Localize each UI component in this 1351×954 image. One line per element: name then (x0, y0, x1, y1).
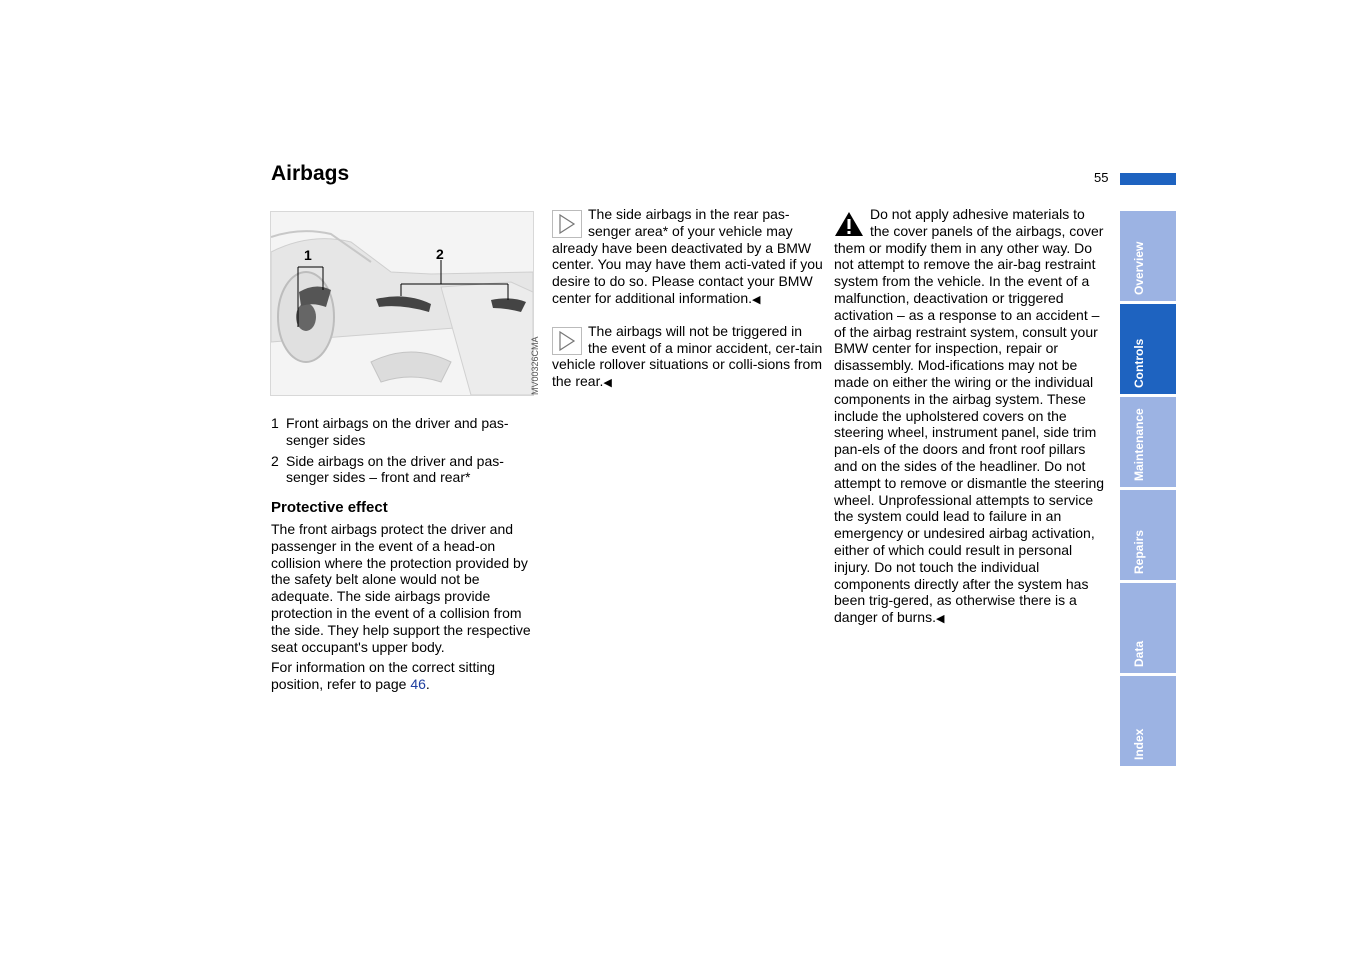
warning-triangle-icon (834, 210, 864, 238)
note-arrow-icon (552, 327, 582, 355)
warning-block (834, 206, 1106, 628)
note-block (552, 206, 824, 309)
figure-code: MV00326CMA (530, 336, 540, 395)
tab-label: Maintenance (1132, 408, 1146, 481)
middle-column (552, 206, 824, 406)
note-block (552, 323, 824, 392)
info-paragraph (271, 659, 541, 693)
section-heading: Protective effect (271, 499, 388, 517)
page-link[interactable]: 46 (410, 676, 426, 693)
section-tabs (1120, 211, 1176, 769)
end-mark-icon: ◀ (935, 613, 945, 626)
tab-repairs[interactable] (1120, 490, 1176, 580)
airbag-illustration (270, 211, 534, 396)
end-mark-icon: ◀ (603, 377, 612, 390)
left-column (271, 415, 541, 697)
page-number: 55 (1094, 170, 1109, 185)
legend-number: 1 (271, 415, 279, 431)
note-text: The side airbags in the rear pas-senger area* of your vehicle may already have been deactivated by a BMW center. You may have them acti-vated if you desire to do so. Please contact your BMW center for additional information. (552, 206, 823, 306)
tab-label: Data (1132, 640, 1146, 667)
note-arrow-icon (552, 210, 582, 238)
info-text: For information on the correct sitting position, refer to page (271, 659, 496, 693)
tab-controls[interactable] (1120, 304, 1176, 394)
right-column (834, 206, 1106, 642)
end-mark-icon: ◀ (752, 293, 761, 306)
page-title: Airbags (271, 162, 350, 185)
info-suffix: . (425, 676, 430, 693)
legend-text: Side airbags on the driver and pas-senger sides – front and rear* (286, 452, 504, 486)
warning-text: Do not apply adhesive materials to the cover panels of the airbags, cover them or modify them in any other way. Do not attempt to remove the air-bag restraint system from the vehicle. In the event of a malfunction, deactivation or triggered activation – as a response to an accident – of the airbag restraint system, consult your BMW center for inspection, repair or disassembly. Mod-ifications may not be made on either the wiring or the individual components in the airbag system. These include the upholstered covers on the steering wheel, instrument panel, side trim pan-els of the doors and front roof pillars and on the sides of the headliner. Do not attempt to remove or dismantle the steering wheel. Unprofessional attempts to service the system could lead to failure in an emergency or undesired airbag activation, either of which could result in personal injury. Do not touch the individual components directly after the system has been trig-gered, as otherwise there is a danger of burns. (834, 206, 1105, 626)
tab-label: Controls (1132, 338, 1146, 388)
legend-item (271, 415, 541, 449)
tab-overview[interactable] (1120, 211, 1176, 301)
car-interior-drawing (271, 212, 533, 395)
legend-number: 2 (271, 452, 279, 469)
tab-label: Index (1132, 728, 1146, 760)
top-accent-bar (1120, 173, 1176, 185)
note-text: The airbags will not be triggered in the event of a minor accident, cer-tain vehicle rollover situations or colli-sions from the rear. (552, 322, 823, 390)
callout-1: 1 (304, 247, 312, 263)
legend-text: Front airbags on the driver and pas-senger sides (286, 415, 509, 448)
body-paragraph: The front airbags protect the driver and passenger in the event of a head-on collision where the protection provided by the safety belt alone would not be adequate. The side airbags provide protection in the event of a collision from the side. They help support the respective seat occupant's upper body. (271, 520, 531, 655)
tab-label: Repairs (1132, 529, 1146, 574)
callout-2: 2 (436, 246, 444, 262)
tab-maintenance[interactable] (1120, 397, 1176, 487)
legend-item (271, 453, 541, 487)
tab-index[interactable] (1120, 676, 1176, 766)
tab-data[interactable] (1120, 583, 1176, 673)
tab-label: Overview (1132, 241, 1146, 295)
